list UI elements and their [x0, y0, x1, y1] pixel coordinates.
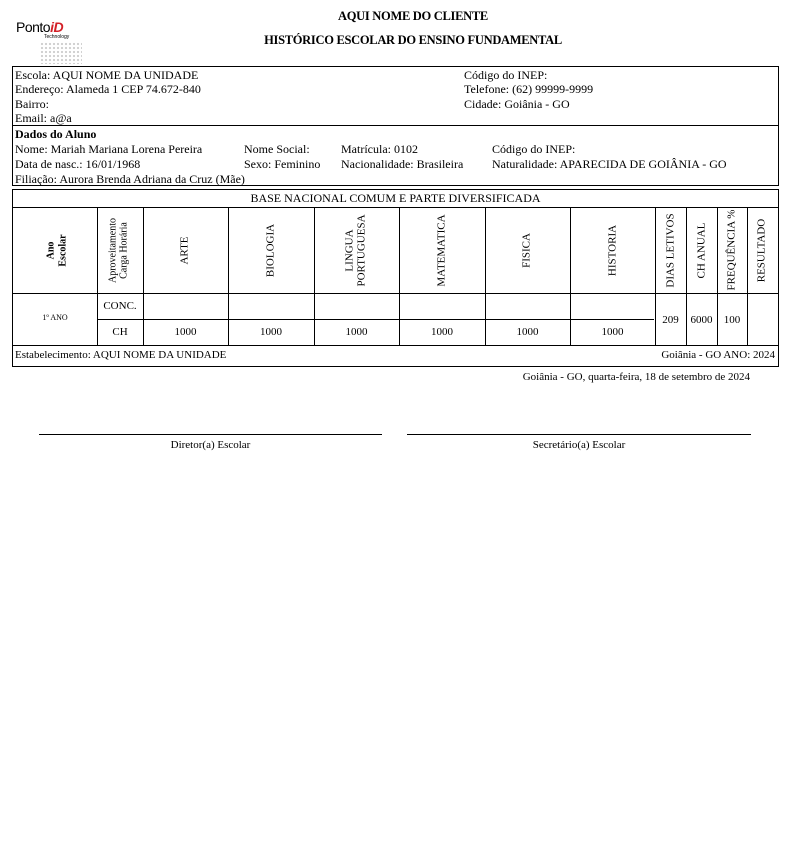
col-header-frequencia: FREQUÊNCIA % [725, 209, 738, 291]
row-label-conc: CONC. [103, 300, 137, 312]
student-nationality: Nacionalidade: Brasileira [341, 157, 464, 171]
ch-value-lingua-portuguesa: 1000 [345, 326, 368, 338]
col-header-resultado: RESULTADO [755, 218, 768, 283]
grid-line [314, 207, 315, 345]
col-header-ch-anual: CH ANUAL [695, 222, 708, 279]
student-section-heading: Dados do Aluno [15, 127, 97, 141]
grid-line [143, 207, 144, 345]
ch-value-historia: 1000 [601, 326, 624, 338]
grid-line [13, 207, 778, 208]
student-enrollment: Matrícula: 0102 [341, 142, 418, 156]
col-header-escolar: Escolar [57, 234, 69, 267]
student-info-box [12, 125, 779, 186]
grades-table [12, 189, 779, 346]
grid-line [228, 207, 229, 345]
grid-line [97, 207, 98, 345]
ch-anual-value: 6000 [690, 314, 713, 326]
grades-section-title: BASE NACIONAL COMUM E PARTE DIVERSIFICADA [250, 191, 541, 205]
subject-header-historia: HISTORIA [606, 224, 619, 277]
grid-line [747, 207, 748, 345]
col-header-aproveitamento: Aproveitamento [107, 218, 119, 283]
director-signature-label: Diretor(a) Escolar [170, 439, 251, 451]
subject-header-biologia: BIOLOGIA [264, 223, 277, 278]
student-sex: Sexo: Feminino [244, 157, 321, 171]
col-header-ano: Ano [45, 241, 57, 260]
student-name: Nome: Mariah Mariana Lorena Pereira [15, 142, 203, 156]
school-inep: Código do INEP: [464, 68, 548, 82]
secretary-signature-line [407, 434, 751, 435]
student-social-name: Nome Social: [244, 142, 310, 156]
subject-header-arte: ARTE [178, 236, 191, 265]
establishment-name: Estabelecimento: AQUI NOME DA UNIDADE [15, 349, 227, 361]
school-district: Bairro: [15, 97, 49, 111]
row-label-ch: CH [112, 326, 128, 338]
subject-header-portuguesa: PORTUGUESA [355, 214, 368, 287]
subject-header-matematica: MATEMATICA [435, 214, 448, 287]
school-name: Escola: AQUI NOME DA UNIDADE [15, 68, 199, 82]
director-signature-line [39, 434, 382, 435]
logo-wordmark: PontoiD [16, 19, 64, 35]
subject-header-fisica: FISICA [520, 233, 533, 268]
ch-value-arte: 1000 [174, 326, 197, 338]
row-year: 1º ANO [42, 313, 68, 322]
subject-header-lingua: LINGUA [343, 229, 356, 272]
grid-line [485, 207, 486, 345]
grid-line [399, 207, 400, 345]
school-phone: Telefone: (62) 99999-9999 [464, 82, 594, 96]
frequencia-value: 100 [723, 314, 741, 326]
establishment-row [12, 345, 779, 367]
student-parents: Filiação: Aurora Brenda Adriana da Cruz (Mãe) [15, 172, 245, 186]
ch-value-biologia: 1000 [260, 326, 282, 338]
grid-line [570, 207, 571, 345]
school-info-box [12, 66, 779, 126]
dias-letivos-value: 209 [662, 314, 679, 326]
student-birthplace: Naturalidade: APARECIDA DE GOIÂNIA - GO [492, 157, 727, 171]
establishment-city-year: Goiânia - GO ANO: 2024 [661, 349, 775, 361]
school-city: Cidade: Goiânia - GO [464, 97, 570, 111]
issue-dateline: Goiânia - GO, quarta-feira, 18 de setembro de 2024 [522, 371, 750, 383]
school-address: Endereço: Alameda 1 CEP 74.672-840 [15, 82, 201, 96]
student-birthdate: Data de nasc.: 16/01/1968 [15, 157, 141, 171]
logo-tagline: Technology [44, 34, 70, 40]
document-title: HISTÓRICO ESCOLAR DO ENSINO FUNDAMENTAL [264, 33, 562, 47]
col-header-carga-horaria: Carga Horária [118, 222, 130, 279]
col-header-dias-letivos: DIAS LETIVOS [664, 213, 677, 288]
client-name: AQUI NOME DO CLIENTE [338, 9, 488, 23]
secretary-signature-label: Secretário(a) Escolar [532, 439, 626, 451]
student-inep: Código do INEP: [492, 142, 576, 156]
school-email: Email: a@a [15, 111, 72, 125]
grid-line [13, 293, 778, 294]
ch-value-fisica: 1000 [516, 326, 539, 338]
ch-value-matematica: 1000 [431, 326, 453, 338]
